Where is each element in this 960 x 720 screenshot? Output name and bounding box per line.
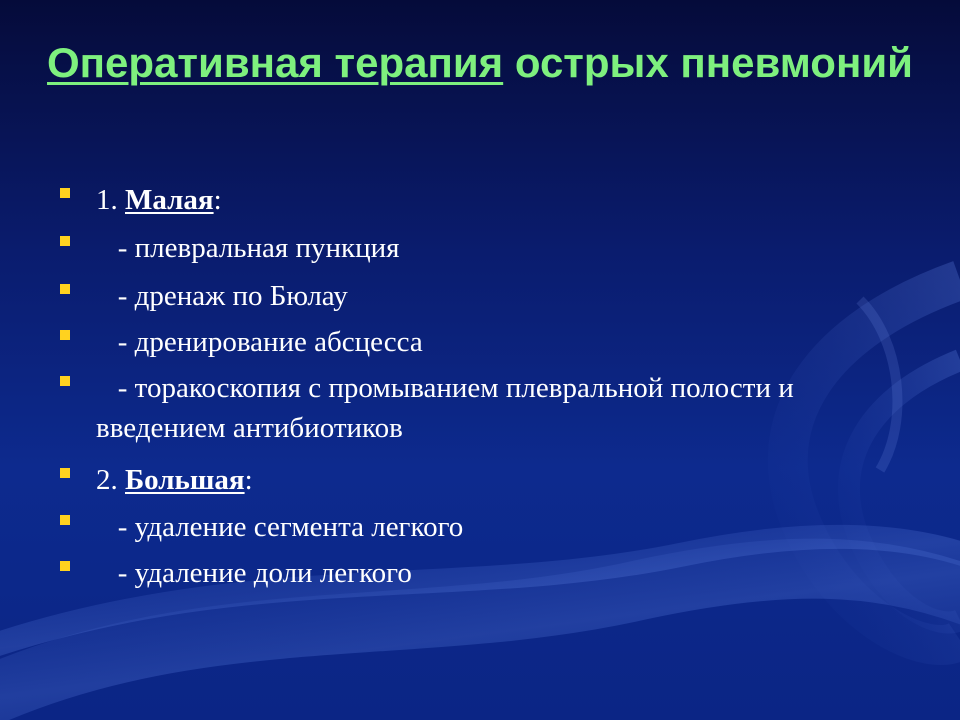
list-item-text: - дренаж по Бюлау (96, 280, 348, 312)
slide-title-underlined: Оперативная терапия (47, 39, 504, 86)
slide-title-rest: острых пневмоний (503, 39, 913, 86)
bullet-marker-icon (60, 284, 70, 294)
bullet-marker-icon (60, 376, 70, 386)
list-item-text: - удаление сегмента легкого (96, 511, 464, 543)
bullet-marker-icon (60, 561, 70, 571)
list-item-text: 2. Большая: (96, 464, 253, 496)
bullet-marker-icon (60, 236, 70, 246)
list-item-text: - торакоскопия с промыванием плевральной полости и введением антибиотиков (96, 372, 801, 444)
list-item-text: - дренирование абсцесса (96, 326, 423, 358)
list-item-text: - удаление доли легкого (96, 557, 412, 589)
bullet-marker-icon (60, 330, 70, 340)
section-heading: Большая (125, 464, 245, 496)
section-heading: Малая (125, 184, 214, 216)
bullet-marker-icon (60, 468, 70, 478)
bullet-marker-icon (60, 188, 70, 198)
list-item-text: 1. Малая: (96, 184, 222, 216)
list-item-text: - плевральная пункция (96, 232, 400, 264)
bullet-marker-icon (60, 515, 70, 525)
